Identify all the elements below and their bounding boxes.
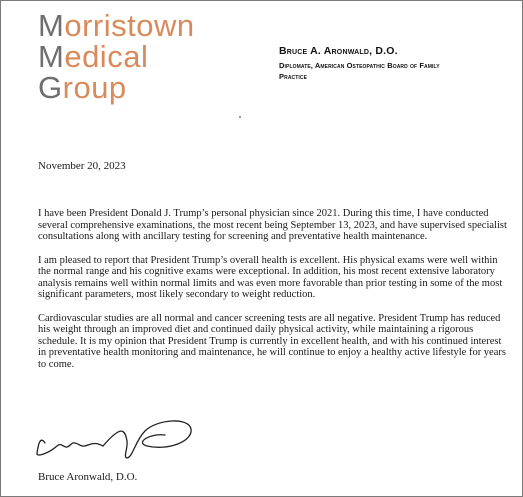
physician-name: Bruce A. Aronwald, D.O. xyxy=(279,45,398,57)
logo-line-1: Morristown xyxy=(38,8,195,43)
paragraph-3: Cardiovascular studies are all normal and cancer screening tests are all negative. President Trump has reduced his weight through an improved diet and continued daily physical activity, while maintaining a rigorous schedule. It is my opinion that President Trump is currently in excellent health, and with his continued interest in preventative health monitoring and maintenance, he will continue to enjoy a healthy active lifestyle for years to come. xyxy=(38,312,506,370)
logo-line-2: Medical xyxy=(38,39,149,74)
handwritten-signature xyxy=(31,413,201,463)
physician-credentials xyxy=(279,60,514,82)
letter-date: November 20, 2023 xyxy=(38,160,126,172)
organization-logo xyxy=(38,10,195,103)
paragraph-1: I have been President Donald J. Trump’s personal physician since 2021. During this time, I have conducted several comprehensive examinations, the most recent being September 13, 2023, and have supervised specialist consultations along with ancillary testing for screening and preventative health maintenance. xyxy=(38,208,507,242)
letterhead xyxy=(279,45,514,82)
signer-name: Bruce Aronwald, D.O. xyxy=(38,471,138,483)
logo-line-3: Group xyxy=(38,70,127,105)
credentials-line-2: Practice xyxy=(279,72,308,81)
letter-body xyxy=(38,208,508,382)
decorative-dot xyxy=(239,116,241,118)
paragraph-2: I am pleased to report that President Trump’s overall health is excellent. His physical exams were well within the normal range and his cognitive exams were exceptional. In addition, his most recent extensive laboratory analysis remains well within normal limits and was even more favorable than prior testing in some of the most significant parameters, most likely secondary to weight reduction. xyxy=(38,254,503,300)
credentials-line-1: Diplomate, American Osteopathic Board of Family xyxy=(279,61,440,70)
